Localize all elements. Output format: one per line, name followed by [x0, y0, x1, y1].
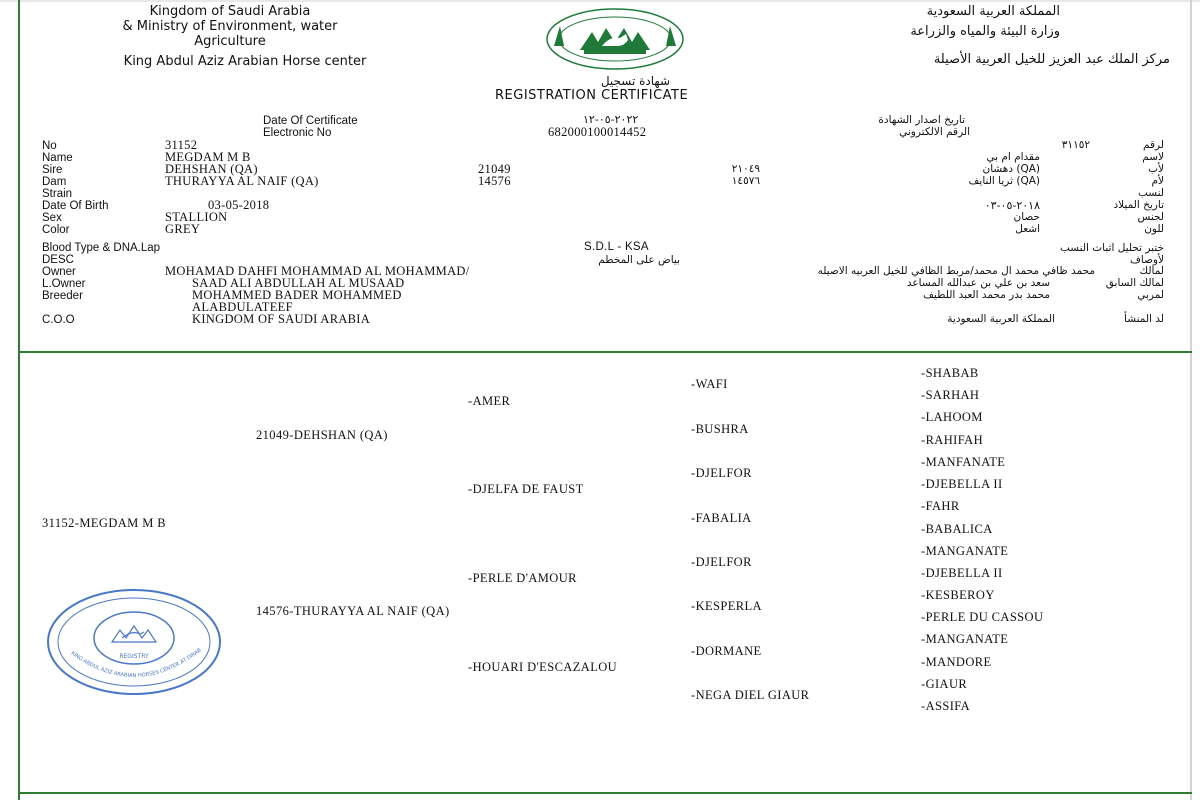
sex-label: Sex — [42, 212, 62, 224]
dam-label-ar: لأم — [1151, 175, 1164, 187]
pedigree-gen4-item: -RAHIFAH — [921, 433, 983, 447]
coo-label-ar: لد المنشأ — [1124, 313, 1164, 325]
date-of-certificate-label: Date Of Certificate — [263, 115, 358, 127]
stamp-ring-text: KING ABDUL AZIZ ARABIAN HORSES CENTER AT DIRAB — [69, 647, 203, 680]
pedigree-gen4-item: -DJEBELLA II — [921, 566, 1003, 580]
date-of-birth-value-ar: ٢٠١٨-٠٥-٠٣ — [984, 199, 1040, 212]
pedigree-gen3-item: -DJELFOR — [691, 466, 752, 480]
coo-value: KINGDOM OF SAUDI ARABIA — [192, 312, 371, 326]
frame-right-border — [1190, 0, 1192, 800]
last-owner-label-ar: لمالك السابق — [1105, 277, 1164, 289]
ministry-logo — [540, 6, 690, 72]
dam-number-ar: ١٤٥٧٦ — [731, 175, 760, 187]
pedigree-gen3-item: -NEGA DIEL GIAUR — [691, 688, 810, 702]
pedigree-gen4-item: -SHABAB — [921, 366, 979, 380]
color-label-ar: للون — [1144, 223, 1164, 235]
pedigree-gen4-item: -FAHR — [921, 499, 960, 513]
header-en-line2: & Ministry of Environment, water — [122, 19, 338, 34]
pedigree-gen4-item: -DJEBELLA II — [921, 477, 1003, 491]
pedigree-gen4-item: -GIAUR — [921, 677, 968, 691]
sire-label: Sire — [42, 164, 63, 176]
top-edge — [0, 0, 1200, 2]
pedigree-gen4-item: -MANFANATE — [921, 455, 1006, 469]
pedigree-gen4-item: -MANGANATE — [921, 544, 1009, 558]
section-divider — [18, 351, 1192, 353]
blood-type-label: Blood Type & DNA.Lap — [42, 242, 161, 254]
pedigree-horse: 31152-MEGDAM M B — [42, 516, 166, 530]
pedigree-gen2-item: -HOUARI D'ESCAZALOU — [468, 660, 618, 674]
date-of-birth-label-ar: تاريخ الميلاد — [1113, 199, 1164, 211]
color-label: Color — [42, 224, 70, 236]
owner-value-ar: محمد ظافي محمد ال محمد/مربط الظافي للخيل العربيه الاصيله — [817, 265, 1095, 277]
dam-label: Dam — [42, 176, 67, 188]
pedigree-gen3-item: -WAFI — [691, 377, 728, 391]
pedigree-gen4-item: -BABALICA — [921, 522, 993, 536]
no-value-ar: ٣١١٥٢ — [1061, 139, 1090, 151]
svg-text:KING ABDUL AZIZ ARABIAN HORSES — [70, 647, 203, 679]
sex-label-ar: لجنس — [1137, 211, 1164, 223]
no-label: No — [42, 140, 57, 152]
title-arabic: شهادة تسجيل — [600, 74, 670, 88]
name-label-ar: لاسم — [1142, 151, 1164, 163]
name-value-ar: مقدام ام بي — [986, 151, 1040, 163]
blood-type-value: S.D.L - KSA — [584, 241, 649, 253]
last-owner-value: SAAD ALI ABDULLAH AL MUSAAD — [192, 276, 405, 290]
pedigree-gen3-item: -BUSHRA — [691, 422, 749, 436]
owner-value: MOHAMAD DAHFI MOHAMMAD AL MOHAMMAD/ — [165, 264, 470, 278]
date-of-birth-value: 03-05-2018 — [208, 198, 270, 212]
pedigree-gen4-item: -LAHOOM — [921, 410, 983, 424]
strain-label-ar: لنسب — [1137, 187, 1164, 199]
name-label: Name — [42, 152, 73, 164]
breeder-label: Breeder — [42, 290, 83, 302]
pedigree-gen3-item: -KESPERLA — [691, 599, 762, 613]
sex-value-ar: حصان — [1013, 211, 1040, 223]
sire-value-ar: (QA) دهشان — [982, 163, 1040, 175]
color-value-ar: اشعل — [1015, 223, 1040, 235]
sire-number: 21049 — [478, 162, 511, 176]
pedigree-sire: 21049-DEHSHAN (QA) — [256, 428, 388, 442]
sire-number-ar: ٢١٠٤٩ — [731, 163, 760, 175]
breeder-value-ar: محمد بدر محمد العبد اللطيف — [923, 289, 1050, 301]
header-ar-center-name: مركز الملك عبد العزيز للخيل العربية الأصيلة — [933, 52, 1170, 67]
breeder-value-line2: ALABDULATEEF — [192, 300, 293, 314]
date-of-certificate-label-ar: تاريخ اصدار الشهادة — [878, 114, 965, 126]
header-ar-line2: وزارة البيئة والمياه والزراعة — [910, 24, 1060, 39]
header-en-line1: Kingdom of Saudi Arabia — [149, 4, 311, 19]
blood-type-label-ar: ختبر تحليل اثبات النسب — [1060, 242, 1164, 254]
title-english: REGISTRATION CERTIFICATE — [495, 88, 689, 103]
electronic-no-value: 682000100014452 — [548, 125, 647, 139]
sire-value: DEHSHAN (QA) — [165, 162, 258, 176]
dam-value: THURAYYA AL NAIF (QA) — [165, 174, 319, 188]
pedigree-gen4-item: -SARHAH — [921, 388, 980, 402]
pedigree-gen3-item: -DJELFOR — [691, 555, 752, 569]
owner-label: Owner — [42, 266, 76, 278]
desc-value-ar: بياض على المخطم — [598, 254, 680, 266]
coo-label: C.O.O — [42, 314, 75, 326]
coo-value-ar: المملكة العربية السعودية — [947, 313, 1055, 325]
sire-label-ar: لأب — [1148, 163, 1164, 175]
desc-label: DESC — [42, 254, 74, 266]
no-label-ar: لرقم — [1143, 139, 1164, 151]
header-en-line3: Agriculture — [194, 34, 266, 49]
breeder-value: MOHAMMED BADER MOHAMMED — [192, 288, 402, 302]
pedigree-gen4-item: -ASSIFA — [921, 699, 971, 713]
pedigree-gen4-item: -KESBEROY — [921, 588, 995, 602]
registry-stamp — [44, 586, 224, 698]
strain-label: Strain — [42, 188, 73, 200]
last-owner-value-ar: سعد بن علي بن عبدالله المساعد — [906, 277, 1050, 289]
owner-label-ar: لمالك — [1139, 265, 1164, 277]
pedigree-gen2-item: -DJELFA DE FAUST — [468, 482, 584, 496]
header-ar-line1: المملكة العربية السعودية — [926, 4, 1060, 19]
no-value: 31152 — [165, 138, 198, 152]
date-of-certificate-value: ٢٠٢٢-٠٥-١٢ — [583, 113, 639, 126]
sex-value: STALLION — [165, 210, 228, 224]
frame-left-border — [18, 0, 20, 800]
pedigree-gen4-item: -PERLE DU CASSOU — [921, 610, 1044, 624]
pedigree-gen4-item: -MANDORE — [921, 655, 992, 669]
pedigree-gen2-item: -AMER — [468, 394, 511, 408]
pedigree-gen3-item: -FABALIA — [691, 511, 752, 525]
last-owner-label: L.Owner — [42, 278, 86, 290]
name-value: MEGDAM M B — [165, 150, 251, 164]
electronic-no-label-ar: الرقم الالكتروني — [899, 126, 970, 138]
dam-number: 14576 — [478, 174, 511, 188]
dam-value-ar: (QA) ثريا النايف — [968, 175, 1040, 187]
breeder-label-ar: لمربي — [1137, 289, 1164, 301]
pedigree-dam: 14576-THURAYYA AL NAIF (QA) — [256, 604, 450, 618]
color-value: GREY — [165, 222, 201, 236]
pedigree-gen2-item: -PERLE D'AMOUR — [468, 571, 577, 585]
frame-bottom-border — [18, 792, 1192, 794]
header-en-center-name: King Abdul Aziz Arabian Horse center — [123, 54, 367, 69]
date-of-birth-label: Date Of Birth — [42, 200, 109, 212]
electronic-no-label: Electronic No — [263, 127, 332, 139]
pedigree-gen4-item: -MANGANATE — [921, 632, 1009, 646]
desc-label-ar: لأوصاف — [1129, 254, 1164, 266]
stamp-center-text: REGISTRY — [119, 653, 149, 660]
pedigree-gen3-item: -DORMANE — [691, 644, 762, 658]
